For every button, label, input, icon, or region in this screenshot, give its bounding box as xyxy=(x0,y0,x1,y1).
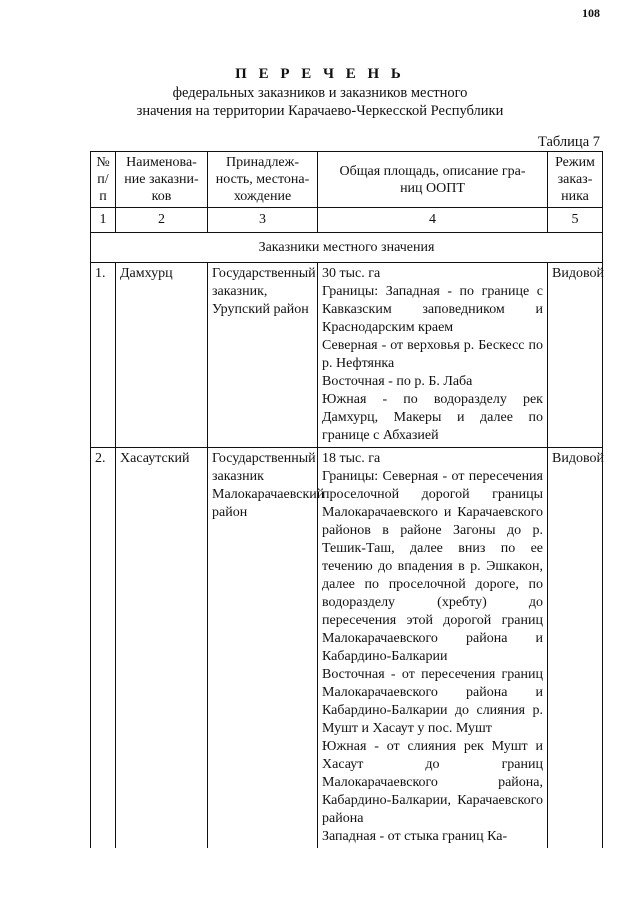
border-description: Западная - от стыка границ Ка- xyxy=(322,829,508,844)
section-row xyxy=(91,233,603,263)
reserve-name: Хасаутский xyxy=(116,448,208,849)
section-title: Заказники местного значения xyxy=(91,233,603,263)
page-number: 108 xyxy=(582,6,600,20)
column-number: 1 xyxy=(91,208,116,233)
border-description: Южная - по водоразделу рек Дамхурц, Макеры и далее по границе с Абхазией xyxy=(322,392,543,443)
reserve-description xyxy=(318,448,548,849)
column-header-regime: Режим заказ- ника xyxy=(548,152,603,208)
border-description: Границы: Северная - от пересечения проселочной дорогой границы Малокарачаевского и Карачаевского районов в районе Загоны до р. Тешик-Таш, далее вниз по ее течению до впадения в р. Эшкакон, далее по проселочной дороге, по водоразделу (хребту) до пересечения этой дорогой границ Малокарачаевского района и Кабардино-Балкарии xyxy=(322,469,543,664)
column-number-row xyxy=(91,208,603,233)
table-label: Таблица 7 xyxy=(537,134,600,150)
document-title: П Е Р Е Ч Е Н Ь xyxy=(235,66,405,82)
table-row xyxy=(91,448,603,849)
column-header-number: № п/ п xyxy=(91,152,116,208)
row-number: 1. xyxy=(91,263,116,448)
reserve-belonging: Государственный заказник, Урупский район xyxy=(208,263,318,448)
column-header-area: Общая площадь, описание гра- ниц ООПТ xyxy=(318,152,548,208)
header-row xyxy=(91,152,603,208)
document-subtitle xyxy=(0,84,640,120)
reserve-name: Дамхурц xyxy=(116,263,208,448)
column-number: 4 xyxy=(318,208,548,233)
border-description: Южная - от слияния рек Мушт и Хасаут до границ Малокарачаевского района, Кабардино-Балкарии, Карачаевского района xyxy=(322,739,543,826)
column-header-belonging: Принадлеж- ность, местона- хождение xyxy=(208,152,318,208)
column-number: 5 xyxy=(548,208,603,233)
subtitle-line-2: значения на территории Карачаево-Черкесской Республики xyxy=(136,103,504,119)
table-row xyxy=(91,263,603,448)
border-description: Границы: Западная - по границе с Кавказским заповедником и Краснодарским краем xyxy=(322,284,543,335)
border-description: Восточная - от пересечения границ Малокарачаевского района и Кабардино-Балкарии до слияния р. Мушт и Хасаут у пос. Мушт xyxy=(322,667,543,736)
reserve-area: 30 тыс. га xyxy=(322,266,381,281)
subtitle-line-1: федеральных заказников и заказников местного xyxy=(172,85,468,101)
reserve-description xyxy=(318,263,548,448)
column-number: 3 xyxy=(208,208,318,233)
column-number: 2 xyxy=(116,208,208,233)
reserve-belonging: Государственный заказник Малокарачаевский район xyxy=(208,448,318,849)
reserve-regime: Видовой xyxy=(548,263,603,448)
reserves-table xyxy=(90,151,603,848)
reserve-area: 18 тыс. га xyxy=(322,451,381,466)
border-description: Восточная - по р. Б. Лаба xyxy=(322,374,473,389)
column-header-name: Наименова- ние заказни- ков xyxy=(116,152,208,208)
border-description: Северная - от верховья р. Бескесс по р. Нефтянка xyxy=(322,338,543,371)
reserve-regime: Видовой xyxy=(548,448,603,849)
row-number: 2. xyxy=(91,448,116,849)
